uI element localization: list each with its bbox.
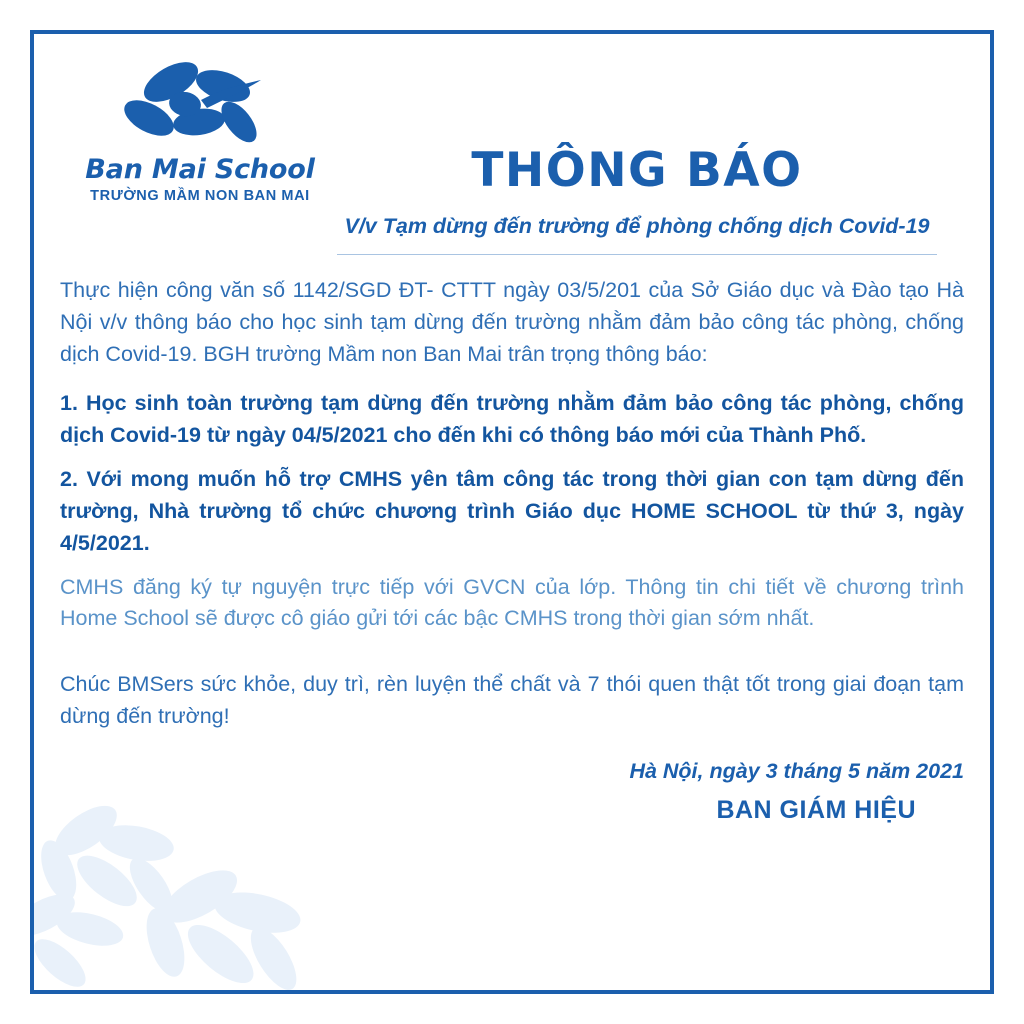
footer-signature: BAN GIÁM HIỆU — [716, 795, 916, 824]
footer-date: Hà Nội, ngày 3 tháng 5 năm 2021 — [629, 758, 964, 783]
notice-body — [60, 275, 964, 733]
poster-content — [60, 50, 964, 974]
page-title: THÔNG BÁO — [471, 143, 803, 198]
paragraph-spacer — [60, 653, 964, 669]
school-logo-name: Ban Mai School — [85, 154, 315, 185]
item-1-paragraph: 1. Học sinh toàn trường tạm dừng đến trường nhằm đảm bảo công tác phòng, chống dịch Covid-19 từ ngày 04/5/2021 cho đến khi có thông báo mới của Thành Phố. — [60, 391, 964, 448]
title-block — [310, 145, 964, 255]
poster-footer — [60, 759, 964, 825]
poster-header — [60, 50, 964, 265]
ban-mai-flower-logo-icon — [115, 60, 285, 152]
school-logo — [70, 60, 330, 204]
page-subtitle: V/v Tạm dừng đến trường để phòng chống dịch Covid-19 — [344, 213, 930, 238]
title-divider — [337, 254, 937, 255]
item-2-note-paragraph: CMHS đăng ký tự nguyện trực tiếp với GVCN của lớp. Thông tin chi tiết về chương trình Home School sẽ được cô giáo gửi tới các bậc CMHS trong thời gian sớm nhất. — [60, 574, 964, 631]
closing-paragraph: Chúc BMSers sức khỏe, duy trì, rèn luyện thể chất và 7 thói quen thật tốt trong giai đoạn tạm dừng đến trường! — [60, 672, 964, 728]
item-2-paragraph: 2. Với mong muốn hỗ trợ CMHS yên tâm công tác trong thời gian con tạm dừng đến trường, Nhà trường tổ chức chương trình Giáo dục HOME SCHOOL từ thứ 3, ngày 4/5/2021. — [60, 467, 964, 555]
school-logo-subtitle: TRƯỜNG MẦM NON BAN MAI — [90, 188, 310, 204]
intro-paragraph: Thực hiện công văn số 1142/SGD ĐT- CTTT ngày 03/5/201 của Sở Giáo dục và Đào tạo Hà Nội v/v thông báo cho học sinh tạm dừng đến trường nhằm đảm bảo công tác phòng, chống dịch Covid-19. BGH trường Mầm non Ban Mai trân trọng thông báo: — [60, 278, 964, 366]
